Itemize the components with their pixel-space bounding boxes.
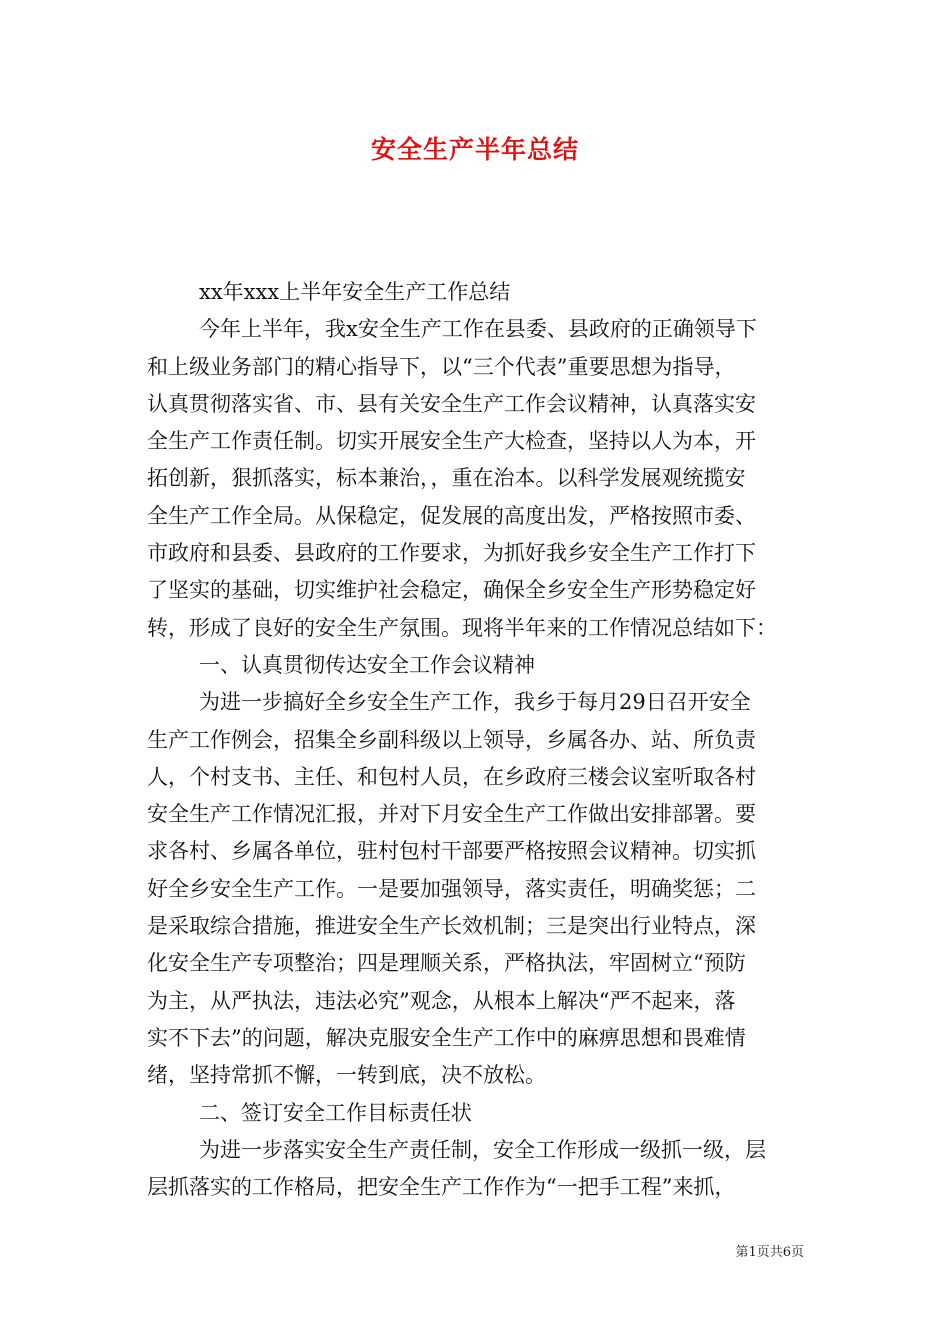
paragraph-line: 生产工作例会，招集全乡副科级以上领导，乡属各办、站、所负责: [147, 727, 756, 752]
paragraph-line: 今年上半年，我x安全生产工作在县委、县政府的正确领导下: [199, 317, 757, 342]
section-heading: 二、签订安全工作目标责任状: [199, 1100, 472, 1125]
paragraph-line: 全生产工作责任制。切实开展安全生产大检查，坚持以人为本，开: [147, 429, 756, 454]
document-body: [147, 274, 807, 1206]
paragraph-line: 了坚实的基础，切实维护社会稳定，确保全乡安全生产形势稳定好: [147, 578, 756, 603]
paragraph-line: 化安全生产专项整治；四是理顺关系，严格执法，牢固树立“预防: [147, 951, 746, 976]
paragraph-line: 好全乡安全生产工作。一是要加强领导，落实责任，明确奖惩；二: [147, 876, 756, 901]
page-number: 第1页共6页: [735, 1245, 804, 1260]
paragraph-line: 是采取综合措施，推进安全生产长效机制；三是突出行业特点，深: [147, 914, 756, 939]
paragraph-line: 和上级业务部门的精心指导下，以“三个代表”重要思想为指导，: [147, 354, 736, 379]
paragraph-line: 为进一步落实安全生产责任制，安全工作形成一级抓一级，层: [199, 1137, 766, 1162]
paragraph-line: 全生产工作全局。从保稳定，促发展的高度出发，严格按照市委、: [147, 503, 756, 528]
paragraph-line: 层抓落实的工作格局，把安全生产工作作为“一把手工程”来抓，: [147, 1175, 736, 1200]
paragraph-line: 转，形成了良好的安全生产氛围。现将半年来的工作情况总结如下：: [147, 615, 777, 640]
paragraph-line: 为进一步搞好全乡安全生产工作，我乡于每月29日召开安全: [199, 690, 751, 715]
paragraph-line: 人，个村支书、主任、和包村人员，在乡政府三楼会议室听取各村: [147, 764, 756, 789]
paragraph-line: 实不下去”的问题，解决克服安全生产工作中的麻痹思想和畏难情: [147, 1025, 746, 1050]
paragraph-line: 拓创新，狠抓落实，标本兼治，，重在治本。以科学发展观统揽安: [147, 466, 746, 491]
doc-subtitle: xx年xxx上半年安全生产工作总结: [199, 280, 511, 304]
paragraph-line: 安全生产工作情况汇报，并对下月安全生产工作做出安排部署。要: [147, 802, 756, 827]
paragraph-line: 认真贯彻落实省、市、县有关安全生产工作会议精神，认真落实安: [147, 391, 756, 416]
paragraph-line: 为主，从严执法，违法必究”观念，从根本上解决“严不起来，落: [147, 988, 736, 1013]
section-heading: 一、认真贯彻传达安全工作会议精神: [199, 652, 535, 677]
paragraph-line: 绪，坚持常抓不懈，一转到底，决不放松。: [147, 1063, 546, 1088]
paragraph-line: 求各村、乡属各单位，驻村包村干部要严格按照会议精神。切实抓: [147, 839, 756, 864]
page-title: 安全生产半年总结: [370, 135, 579, 164]
paragraph-line: 市政府和县委、县政府的工作要求，为抓好我乡安全生产工作打下: [147, 541, 756, 566]
